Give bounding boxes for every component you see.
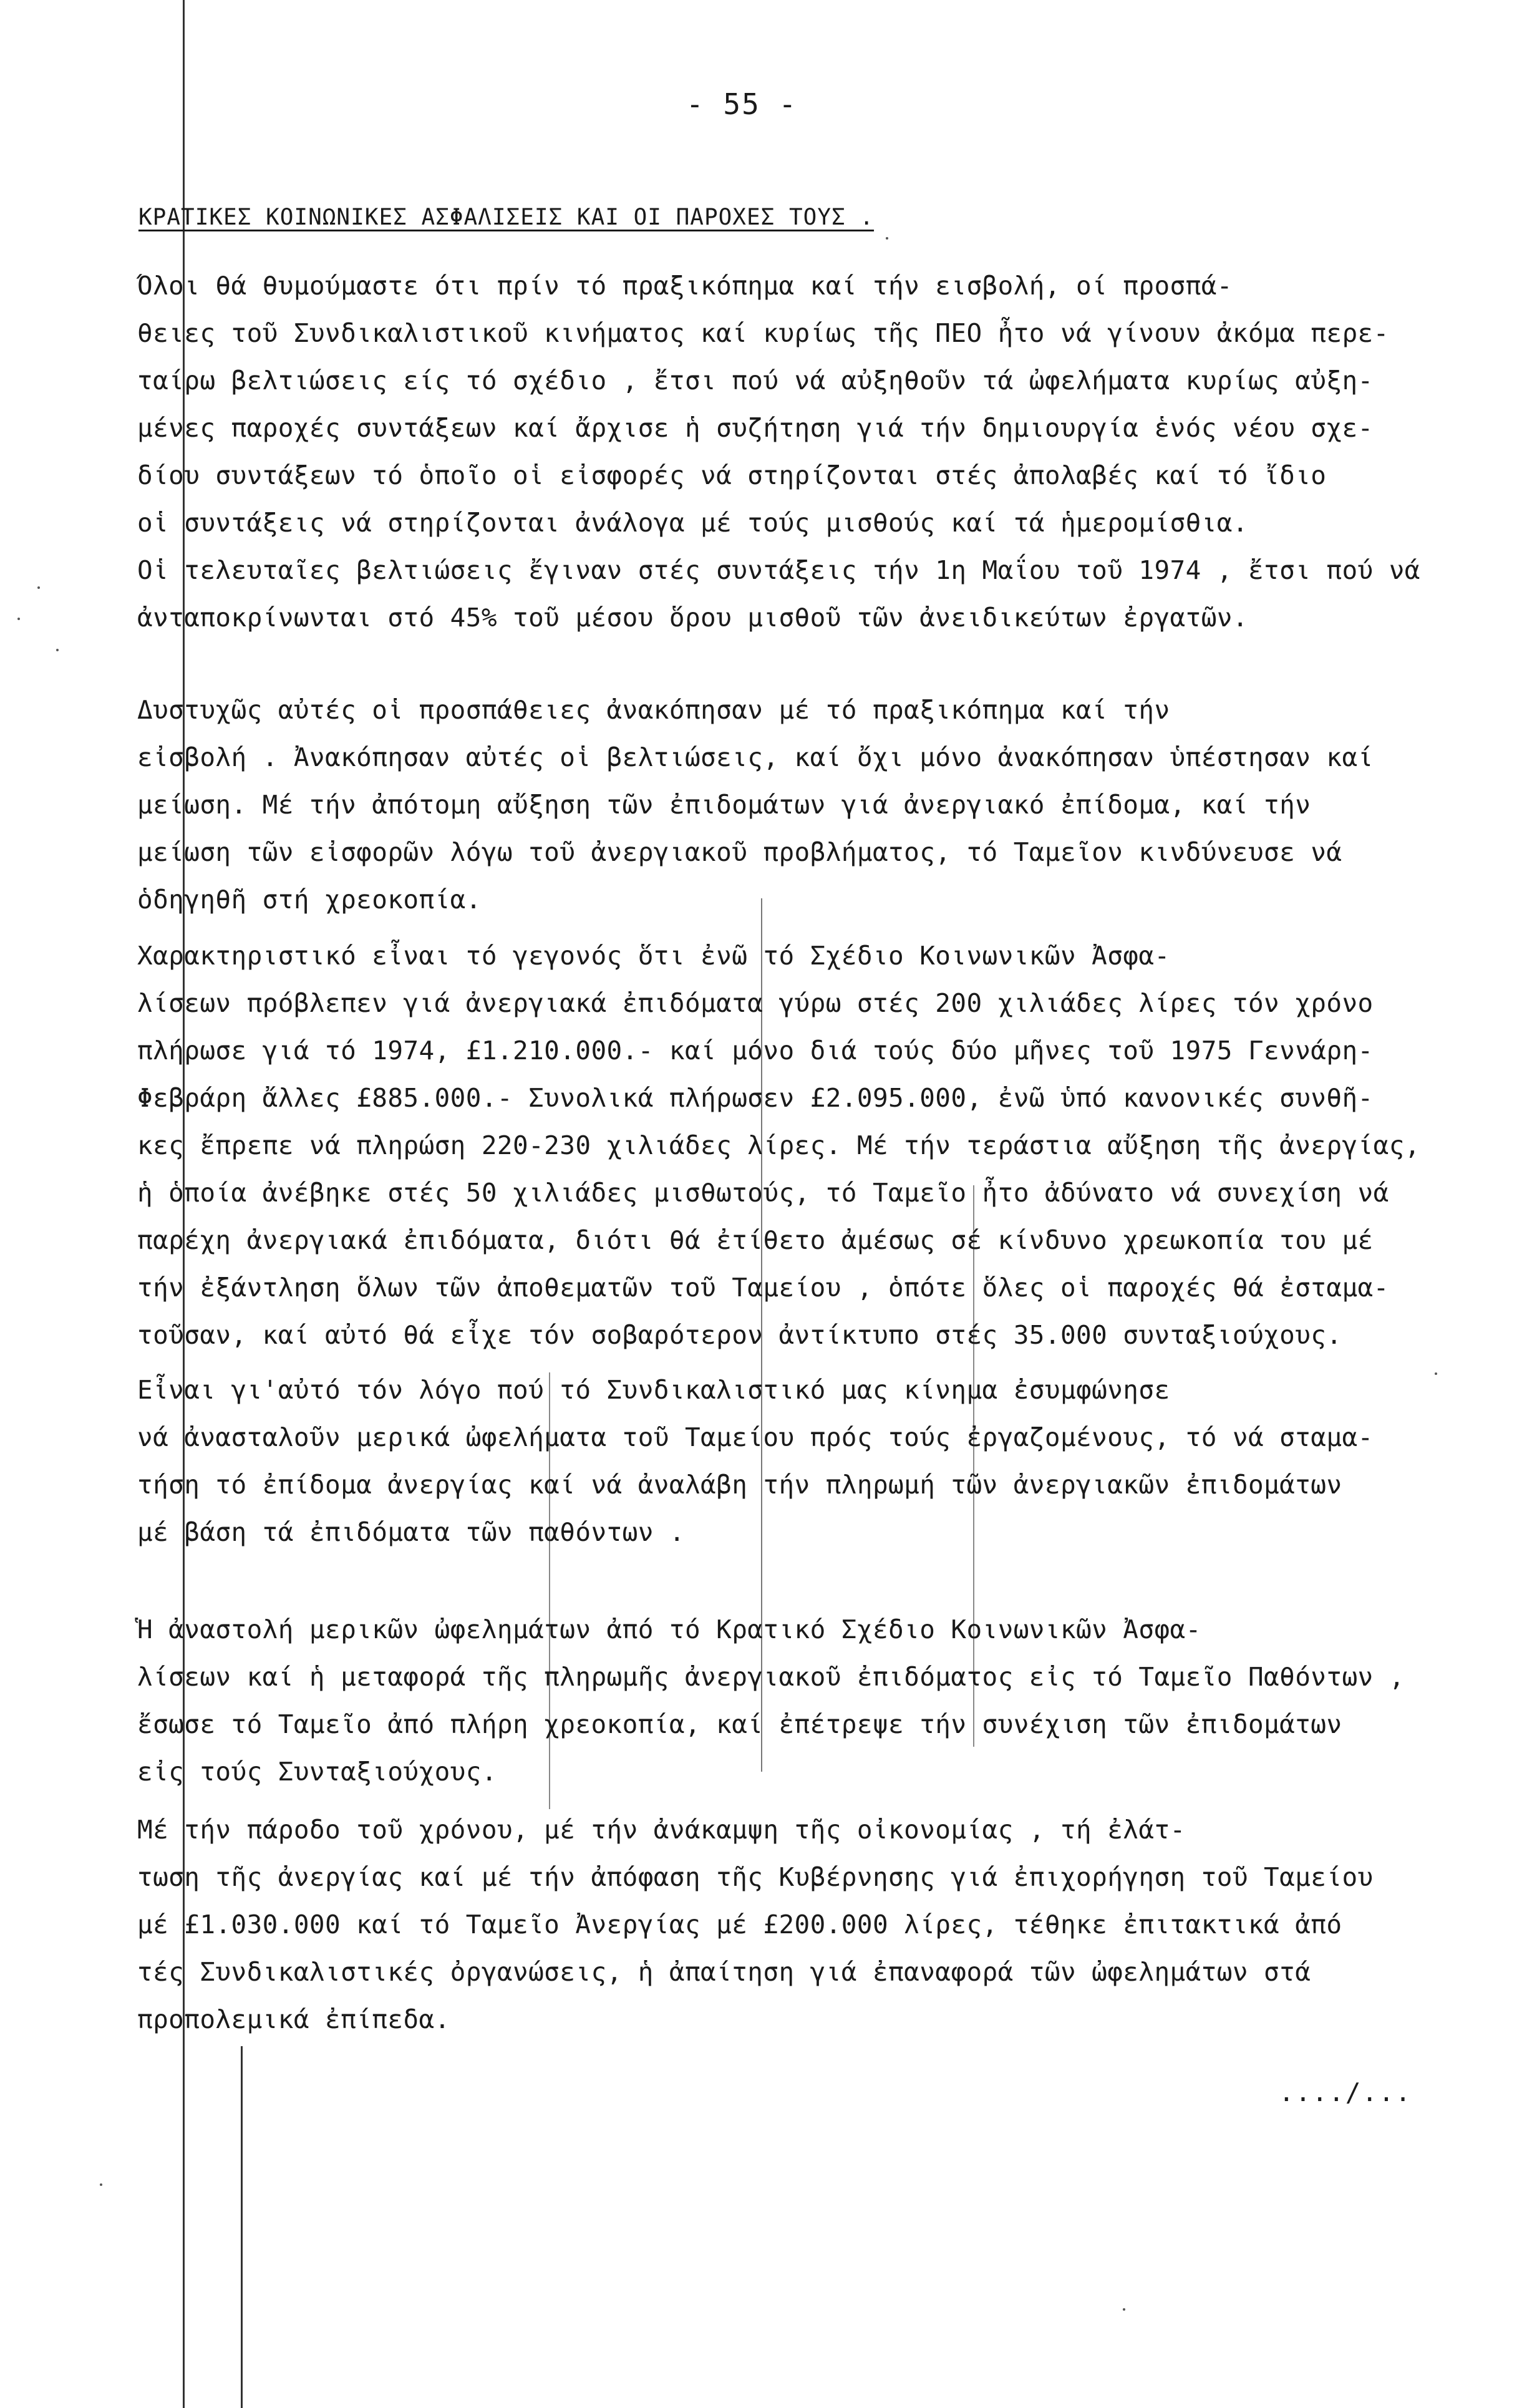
paragraph-line: νά ἀνασταλοῦν μερικά ὠφελήματα τοῦ Ταμείου πρός τούς ἐργαζομένους, τό νά σταμα- — [137, 1422, 1374, 1452]
paragraph-line: Μέ τήν πάροδο τοῦ χρόνου, μέ τήν ἀνάκαμψη τῆς οἰκονομίας , τή ἐλάτ- — [137, 1815, 1186, 1845]
paragraph-3 — [137, 932, 1478, 1359]
paragraph-line: θειες τοῦ Συνδικαλιστικοῦ κινήματος καί κυρίως τῆς ΠΕΟ ἦτο νά γίνουν ἀκόμα περε- — [137, 318, 1389, 348]
paragraph-line: εἰς τούς Συνταξιούχους. — [137, 1757, 497, 1787]
scan-speck — [1435, 1372, 1437, 1375]
paragraph-line: Οἱ τελευταῖες βελτιώσεις ἔγιναν στές συντάξεις τήν 1η Μαΐου τοῦ 1974 , ἔτσι πού νά — [137, 555, 1420, 585]
paragraph-line: Φεβράρη ἄλλες £885.000.- Συνολικά πλήρωσεν £2.095.000, ἐνῶ ὑπό κανονικές συνθῆ- — [137, 1083, 1374, 1113]
paragraph-line: πλήρωσε γιά τό 1974, £1.210.000.- καί μόνο διά τούς δύο μῆνες τοῦ 1975 Γεννάρη- — [137, 1036, 1374, 1066]
paragraph-line: μείωση τῶν εἰσφορῶν λόγω τοῦ ἀνεργιακοῦ προβλήματος, τό Ταμεῖον κινδύνευσε νά — [137, 837, 1342, 867]
scan-artifact-line — [241, 2046, 243, 2408]
paragraph-line: λίσεων καί ἡ μεταφορά τῆς πληρωμῆς ἀνεργιακοῦ ἐπιδόματος εἰς τό Ταμεῖο Παθόντων , — [137, 1662, 1405, 1692]
paragraph-line: τωση τῆς ἀνεργίας καί μέ τήν ἀπόφαση τῆς Κυβέρνησης γιά ἐπιχορήγηση τοῦ Ταμείου — [137, 1862, 1374, 1892]
paragraph-5 — [137, 1606, 1478, 1795]
paragraph-line: Χαρακτηριστικό εἶναι τό γεγονός ὅτι ἐνῶ τό Σχέδιο Κοινωνικῶν Ἀσφα- — [137, 941, 1170, 971]
paragraph-line: μέ £1.030.000 καί τό Ταμεῖο Ἀνεργίας μέ £200.000 λίρες, τέθηκε ἐπιτακτικά ἀπό — [137, 1910, 1342, 1940]
paragraph-6 — [137, 1806, 1478, 2043]
paragraph-line: προπολεμικά ἐπίπεδα. — [137, 2004, 450, 2034]
paragraph-line: κες ἔπρεπε νά πληρώση 220-230 χιλιάδες λίρες. Μέ τήν τεράστια αὔξηση τῆς ἀνεργίας, — [137, 1130, 1420, 1160]
paragraph-2 — [137, 686, 1478, 923]
scan-speck — [37, 586, 40, 589]
paragraph-1 — [137, 262, 1478, 641]
continuation-mark: ..../... — [1279, 2077, 1412, 2107]
paragraph-line: ἡ ὁποία ἀνέβηκε στές 50 χιλιάδες μισθωτούς, τό Ταμεῖο ἦτο ἀδύνατο νά συνεχίση νά — [137, 1178, 1389, 1208]
paragraph-line: ὁδηγηθῆ στή χρεοκοπία. — [137, 885, 482, 915]
paragraph-line: ἀνταποκρίνωνται στό 45% τοῦ μέσου ὅρου μισθοῦ τῶν ἀνειδικεύτων ἐργατῶν. — [137, 603, 1248, 633]
scan-speck — [886, 237, 888, 240]
paragraph-line: τήση τό ἐπίδομα ἀνεργίας καί νά ἀναλάβη τήν πληρωμή τῶν ἀνεργιακῶν ἐπιδομάτων — [137, 1470, 1342, 1500]
paragraph-line: εἰσβολή . Ἀνακόπησαν αὐτές οἱ βελτιώσεις, καί ὄχι μόνο ἀνακόπησαν ὑπέστησαν καί — [137, 742, 1374, 772]
section-heading: ΚΡΑΤΙΚΕΣ ΚΟΙΝΩΝΙΚΕΣ ΑΣΦΑΛΙΣΕΙΣ ΚΑΙ ΟΙ ΠΑΡΟΧΕΣ ΤΟΥΣ . — [138, 205, 875, 230]
paragraph-line: μείωση. Μέ τήν ἀπότομη αὔξηση τῶν ἐπιδομάτων γιά ἀνεργιακό ἐπίδομα, καί τήν — [137, 790, 1311, 820]
paragraph-line: μένες παροχές συντάξεων καί ἄρχισε ἡ συζήτηση γιά τήν δημιουργία ἑνός νέου σχε- — [137, 413, 1374, 443]
scan-speck — [100, 2183, 102, 2186]
paragraph-line: οἱ συντάξεις νά στηρίζονται ἀνάλογα μέ τούς μισθούς καί τά ἡμερομίσθια. — [137, 508, 1248, 538]
paragraph-line: τήν ἐξάντληση ὅλων τῶν ἀποθεματῶν τοῦ Ταμείου , ὁπότε ὅλες οἱ παροχές θά ἐσταμα- — [137, 1273, 1389, 1303]
paragraph-line: Όλοι θά θυμούμαστε ότι πρίν τό πραξικόπημα καί τήν εισβολή, οί προσπά- — [137, 271, 1233, 301]
scan-speck — [17, 618, 20, 620]
scan-speck — [56, 649, 59, 651]
paragraph-line: τές Συνδικαλιστικές ὀργανώσεις, ἡ ἀπαίτηση γιά ἐπαναφορά τῶν ὠφελημάτων στά — [137, 1957, 1311, 1987]
paragraph-line: Δυστυχῶς αὐτές οἱ προσπάθειες ἀνακόπησαν μέ τό πραξικόπημα καί τήν — [137, 695, 1170, 725]
page-number: - 55 - — [686, 87, 798, 121]
paragraph-line: ταίρω βελτιώσεις είς τό σχέδιο , ἔτσι πού νά αὐξηθοῦν τά ὠφελήματα κυρίως αὐξη- — [137, 366, 1374, 396]
scan-speck — [1123, 2308, 1125, 2311]
paragraph-line: ἔσωσε τό Ταμεῖο ἀπό πλήρη χρεοκοπία, καί ἐπέτρεψε τήν συνέχιση τῶν ἐπιδομάτων — [137, 1709, 1342, 1739]
paragraph-line: Εἶναι γι'αὐτό τόν λόγο πού τό Συνδικαλιστικό μας κίνημα ἐσυμφώνησε — [137, 1375, 1170, 1405]
paragraph-line: τοῦσαν, καί αὐτό θά εἶχε τόν σοβαρότερον ἀντίκτυπο στές 35.000 συνταξιούχους. — [137, 1320, 1342, 1350]
paragraph-line: Ἡ ἀναστολή μερικῶν ὠφελημάτων ἀπό τό Κρατικό Σχέδιο Κοινωνικῶν Ἀσφα- — [137, 1614, 1201, 1644]
paragraph-line: λίσεων πρόβλεπεν γιά ἀνεργιακά ἐπιδόματα γύρω στές 200 χιλιάδες λίρες τόν χρόνο — [137, 988, 1374, 1018]
paragraph-line: δίου συντάξεων τό ὁποῖο οἱ εἰσφορές νά στηρίζονται στές ἀπολαβές καί τό ἴδιο — [137, 460, 1327, 490]
paragraph-line: μέ βάση τά ἐπιδόματα τῶν παθόντων . — [137, 1517, 685, 1547]
paragraph-line: παρέχη ἀνεργιακά ἐπιδόματα, διότι θά ἐτίθετο ἀμέσως σέ κίνδυνο χρεωκοπία του μέ — [137, 1225, 1374, 1255]
paragraph-4 — [137, 1366, 1478, 1556]
